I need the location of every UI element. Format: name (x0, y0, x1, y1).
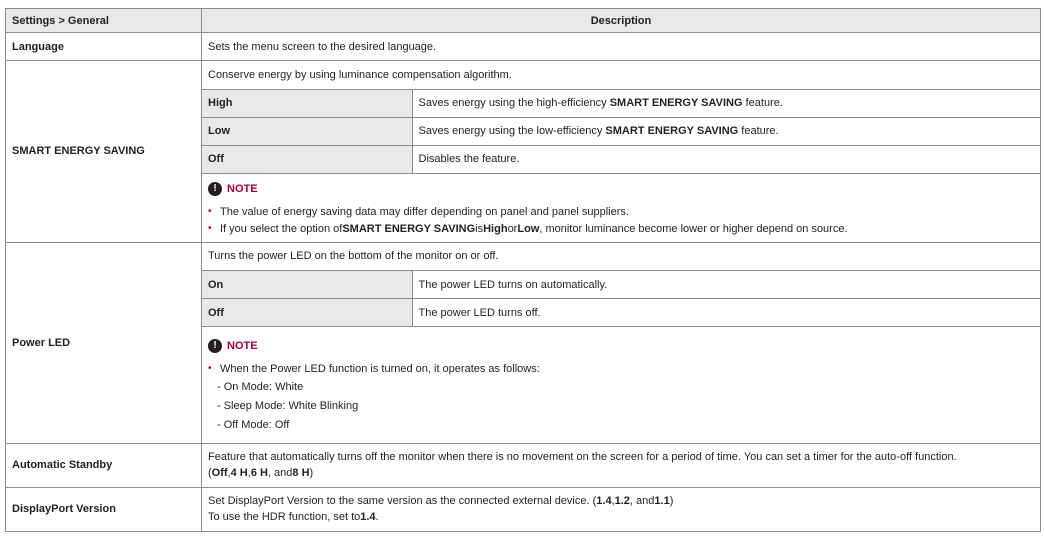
language-desc: Sets the menu screen to the desired language. (202, 33, 1041, 61)
dp-desc: Set DisplayPort Version to the same version as the connected external device. ( 1.4 , 1.2 , and 1.1 ) To use the HDR function, set to 1.4 . (202, 487, 1041, 531)
ses-option-low (202, 117, 1040, 145)
header-settings: Settings > General (6, 9, 202, 33)
mode-item: - Off Mode: Off (217, 419, 290, 432)
ses-intro: Conserve energy by using luminance compensation algorithm. (202, 61, 1040, 89)
note-item: • The value of energy saving data may differ depending on panel and panel suppliers. (208, 206, 629, 218)
row-displayport-version (6, 487, 1041, 531)
led-option-desc: The power LED turns off. (412, 299, 1040, 327)
ses-option-key: Low (202, 117, 412, 145)
ses-option-off (202, 145, 1040, 173)
led-option-key: Off (202, 299, 412, 327)
note-item: • If you select the option of SMART ENERGY SAVING is High or Low , monitor luminance become lower or higher depend on source. (208, 223, 848, 235)
note-item: • When the Power LED function is turned on, it operates as follows: (208, 363, 540, 376)
led-note (202, 327, 1040, 443)
note-label: NOTE (227, 339, 258, 352)
header-description: Description (202, 9, 1041, 33)
dp-label: DisplayPort Version (6, 487, 202, 531)
row-language (6, 33, 1041, 61)
led-option-key: On (202, 271, 412, 299)
ses-label: SMART ENERGY SAVING (6, 61, 202, 243)
settings-table (5, 8, 1041, 532)
row-power-led (6, 242, 1041, 443)
ses-option-high (202, 89, 1040, 117)
led-option-off (202, 299, 1040, 327)
power-led-label: Power LED (6, 242, 202, 443)
mode-item: - Sleep Mode: White Blinking (217, 400, 359, 413)
standby-label: Automatic Standby (6, 443, 202, 487)
led-inner-table (202, 243, 1040, 443)
led-option-desc: The power LED turns on automatically. (412, 271, 1040, 299)
mode-item: - On Mode: White (217, 381, 304, 394)
ses-inner-table (202, 61, 1040, 242)
header-row (6, 9, 1041, 33)
ses-option-desc: Disables the feature. (412, 145, 1040, 173)
ses-option-key: Off (202, 145, 412, 173)
warning-icon: ! (208, 182, 222, 196)
language-label: Language (6, 33, 202, 61)
warning-icon: ! (208, 339, 222, 353)
led-intro: Turns the power LED on the bottom of the monitor on or off. (202, 243, 1040, 271)
led-option-on (202, 271, 1040, 299)
note-label: NOTE (227, 182, 258, 195)
row-smart-energy-saving (6, 61, 1041, 243)
ses-note (202, 173, 1040, 242)
power-led-desc (202, 242, 1041, 443)
ses-option-desc: Saves energy using the low-efficiency SMART ENERGY SAVING feature. (412, 117, 1040, 145)
bullet-icon: • (208, 363, 212, 375)
bullet-icon: • (208, 223, 212, 234)
ses-desc (202, 61, 1041, 243)
standby-desc: Feature that automatically turns off the monitor when there is no movement on the screen for a period of time. You can set a timer for the auto-off function. ( Off , 4 H , 6 H , and 8 H ) (202, 443, 1041, 487)
ses-option-desc: Saves energy using the high-efficiency SMART ENERGY SAVING feature. (412, 89, 1040, 117)
ses-option-key: High (202, 89, 412, 117)
row-automatic-standby (6, 443, 1041, 487)
bullet-icon: • (208, 206, 212, 217)
